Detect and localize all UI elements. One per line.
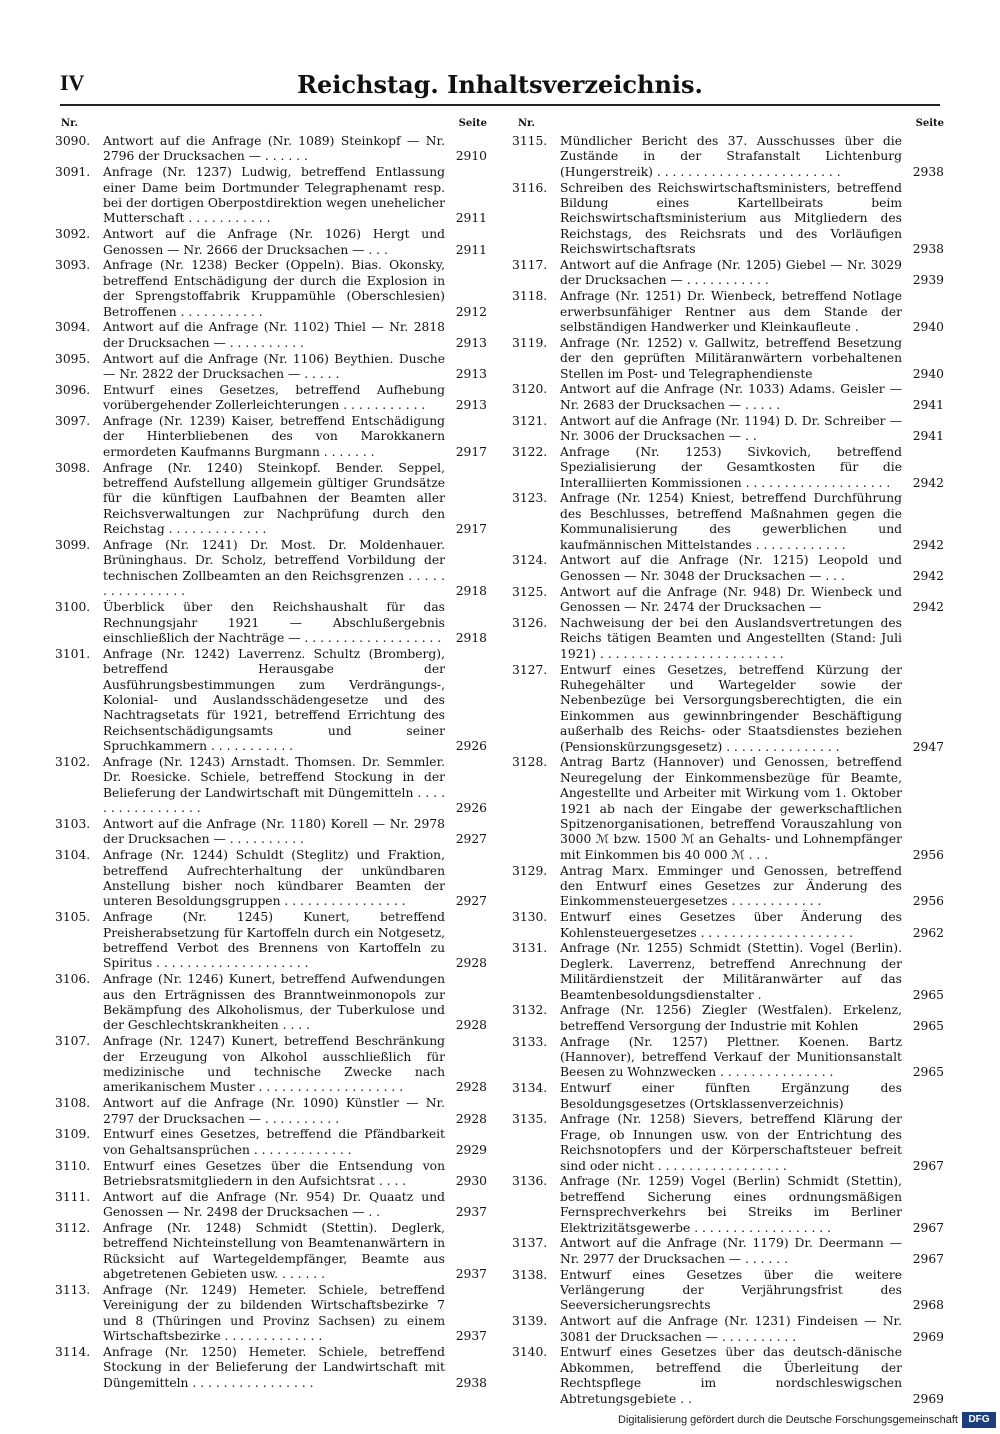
entry-number: 3137. (512, 1236, 548, 1251)
entry-number: 3099. (55, 538, 91, 553)
entry-text: Anfrage (Nr. 1248) Schmidt (Stettin). Deglerk, betreffend Nichteinstellung von Beamtenanwärtern in Rücksicht auf Wartegeldempfänger, Beamte aus abgetretenen Gebieten usw. . . . . . . (103, 1221, 445, 1282)
entry-page: 2941 (912, 397, 944, 412)
entry-number: 3113. (55, 1283, 91, 1298)
entry-text: Antrag Marx. Emminger und Genossen, betreffend den Entwurf eines Gesetzes zur Änderung des Einkommensteuergesetzes . . . . . . . . . . . . (560, 863, 902, 909)
entry-page: 2928 (455, 956, 487, 971)
entry-number: 3125. (512, 584, 548, 599)
entry-page: 2940 (912, 366, 944, 381)
entry-text: Antwort auf die Anfrage (Nr. 954) Dr. Quaatz und Genossen — Nr. 2498 der Drucksachen — . . (103, 1189, 445, 1220)
toc-entry (512, 134, 944, 180)
entry-text: Anfrage (Nr. 1246) Kunert, betreffend Aufwendungen aus den Erträgnissen des Branntweinmonopols zur Bekämpfung des Alkoholismus, der Tuberkulose und der Geschlechtskrankheiten . . . . (103, 972, 445, 1033)
entry-text: Antwort auf die Anfrage (Nr. 1089) Steinkopf — Nr. 2796 der Drucksachen — . . . . . . (103, 134, 445, 164)
entry-page: 2910 (455, 149, 487, 164)
entry-text: Entwurf einer fünften Ergänzung des Besoldungsgesetzes (Ortsklassenverzeichnis) (560, 1081, 902, 1111)
toc-entry (55, 848, 487, 910)
toc-entry (512, 1081, 944, 1112)
entry-text: Entwurf eines Gesetzes über die weitere Verlängerung der Verjährungsfrist des Seeversicherungsrechts (560, 1267, 902, 1313)
toc-entry (55, 647, 487, 755)
entry-page: 2913 (455, 335, 487, 350)
entry-page: 2913 (455, 398, 487, 413)
toc-entry (512, 181, 944, 258)
entry-number: 3094. (55, 320, 91, 335)
page-column-label: Seite (458, 118, 487, 129)
entry-page: 2967 (912, 1251, 944, 1266)
toc-entry (55, 320, 487, 351)
entry-page: 2938 (455, 1375, 487, 1390)
entry-number: 3092. (55, 227, 91, 242)
entry-text: Anfrage (Nr. 1242) Laverrenz. Schultz (Bromberg), betreffend Herausgabe der Ausführungsbestimmungen zum Verdrängungs-, Kolonial- und Auslandsschädengesetze und des Nachtragsetats für 1921, betreffend Errichtung des Reichsentschädigungsamts und seiner Spruchkammern . . . . . . . . . . . (103, 646, 445, 754)
toc-entry (512, 864, 944, 910)
entry-page: 2941 (912, 429, 944, 444)
entry-number: 3140. (512, 1345, 548, 1360)
entry-text: Anfrage (Nr. 1240) Steinkopf. Bender. Seppel, betreffend Aufstellung allgemein gültiger Grundsätze für die künftigen Laufbahnen der Beamten aller Reichsverwaltungen zur Nachprüfung durch den Reichstag . . . . . . . . . . . . . (103, 460, 445, 537)
entry-number: 3107. (55, 1034, 91, 1049)
entry-page: 2917 (455, 522, 487, 537)
entry-number: 3103. (55, 816, 91, 831)
entry-text: Antwort auf die Anfrage (Nr. 1231) Findeisen — Nr. 3081 der Drucksachen — . . . . . . . . . . (560, 1314, 902, 1344)
entry-number: 3120. (512, 382, 548, 397)
entry-number: 3131. (512, 941, 548, 956)
toc-entry (512, 414, 944, 445)
entry-number: 3132. (512, 1003, 548, 1018)
entry-number: 3118. (512, 289, 548, 304)
entry-page: 2918 (455, 630, 487, 645)
toc-entry (55, 461, 487, 538)
entry-number: 3121. (512, 413, 548, 428)
entry-number: 3115. (512, 134, 548, 148)
entry-number: 3098. (55, 460, 91, 475)
toc-entry (512, 1112, 944, 1174)
entry-number: 3128. (512, 755, 548, 770)
entry-number: 3112. (55, 1221, 91, 1236)
entry-page: 2917 (455, 444, 487, 459)
entry-text: Antwort auf die Anfrage (Nr. 948) Dr. Wienbeck und Genossen — Nr. 2474 der Drucksachen — (560, 584, 902, 615)
toc-entry (55, 1221, 487, 1283)
entry-number: 3093. (55, 258, 91, 273)
toc-entry (512, 1003, 944, 1034)
toc-entry (55, 352, 487, 383)
toc-entry (512, 553, 944, 584)
entry-text: Anfrage (Nr. 1245) Kunert, betreffend Preisherabsetzung für Kartoffeln durch ein Notgesetz, betreffend Verbot des Brennens von Kartoffeln zu Spiritus . . . . . . . . . . . . . . . . . . . . (103, 910, 445, 971)
entry-page: 2965 (912, 987, 944, 1002)
entry-number: 3117. (512, 258, 548, 273)
entry-page: 2956 (912, 894, 944, 909)
entry-page: 2937 (455, 1267, 487, 1282)
toc-entry (55, 538, 487, 600)
toc-entry (512, 585, 944, 616)
entry-number: 3100. (55, 600, 91, 615)
entry-page: 2965 (912, 1065, 944, 1080)
toc-entry (512, 336, 944, 382)
entry-text: Antwort auf die Anfrage (Nr. 1215) Leopold und Genossen — Nr. 3048 der Drucksachen — . . . (560, 553, 902, 583)
toc-entry (55, 817, 487, 848)
toc-entry (55, 165, 487, 227)
entry-list (55, 134, 487, 1391)
entry-page: 2967 (912, 1220, 944, 1235)
toc-entry (55, 755, 487, 817)
toc-entry (512, 258, 944, 289)
toc-entry (55, 1159, 487, 1190)
entry-text: Anfrage (Nr. 1254) Kniest, betreffend Durchführung des Beschlusses, betreffend Maßnahmen gegen die Kommunalisierung des gewerblichen und kaufmännischen Mittelstandes . . . . . . . . . . . . (560, 491, 902, 552)
entry-page: 2913 (455, 367, 487, 382)
toc-entry (512, 1035, 944, 1081)
entry-text: Entwurf eines Gesetzes über die Entsendung von Betriebsratsmitgliedern in den Aufsichtsrat . . . . (103, 1158, 445, 1189)
entry-text: Anfrage (Nr. 1251) Dr. Wienbeck, betreffend Notlage erwerbsunfähiger Rentner aus dem Stande der selbständigen Handwerker und Kleinkaufleute . (560, 289, 902, 335)
entry-number: 3119. (512, 335, 548, 350)
entry-text: Entwurf eines Gesetzes über das deutsch-dänische Abkommen, betreffend die Überleitung der Rechtspflege im nordschleswigschen Abtretungsgebiete . . (560, 1345, 902, 1406)
entry-text: Entwurf eines Gesetzes über Änderung des Kohlensteuergesetzes . . . . . . . . . . . . . . . . . . . . (560, 910, 902, 940)
entry-text: Entwurf eines Gesetzes, betreffend Aufhebung vorübergehender Zollerleichterungen . . . . . . . . . . . (103, 382, 445, 413)
toc-entry (512, 755, 944, 863)
page-number: IV (60, 70, 85, 95)
entry-number: 3095. (55, 351, 91, 366)
entry-text: Antwort auf die Anfrage (Nr. 1026) Hergt und Genossen — Nr. 2666 der Drucksachen — . . . (103, 227, 445, 257)
toc-entry (512, 941, 944, 1003)
entry-number: 3106. (55, 972, 91, 987)
toc-entry (55, 1127, 487, 1158)
entry-page: 2940 (912, 320, 944, 335)
entry-number: 3091. (55, 165, 91, 180)
entry-number: 3130. (512, 910, 548, 925)
page-column-label: Seite (915, 118, 944, 129)
entry-page: 2942 (912, 568, 944, 583)
entry-number: 3111. (55, 1189, 91, 1204)
entry-number: 3122. (512, 444, 548, 459)
toc-entry (512, 1268, 944, 1314)
entry-text: Anfrage (Nr. 1247) Kunert, betreffend Beschränkung der Erzeugung von Alkohol ausschließlich für medizinische und technische Zwecke nach amerikanischem Muster . . . . . . . . . . . . . . . . . . . (103, 1034, 445, 1095)
entry-number: 3138. (512, 1267, 548, 1282)
entry-text: Entwurf eines Gesetzes, betreffend die Pfändbarkeit von Gehaltsansprüchen . . . . . . . . . . . . . (103, 1127, 445, 1157)
entry-text: Anfrage (Nr. 1243) Arnstadt. Thomsen. Dr. Semmler. Dr. Roesicke. Schiele, betreffend Stockung in der Belieferung der Landwirtschaft mit Düngemitteln . . . . . . . . . . . . . . . . . (103, 754, 445, 816)
left-column (55, 118, 487, 1390)
toc-entry (55, 383, 487, 414)
entry-number: 3090. (55, 134, 91, 148)
entry-text: Schreiben des Reichswirtschaftsministers, betreffend Bildung eines Kartellbeirats beim Reichswirtschaftsministerium aus Mitgliedern des Reichstags, des Reichsrats und des Vorläufigen Reichswirtschaftsrats (560, 180, 902, 257)
page-header (60, 70, 940, 106)
entry-number: 3097. (55, 414, 91, 429)
entry-text: Nachweisung der bei den Auslandsvertretungen des Reichs tätigen Beamten und Angestellten (Stand: Juli 1921) . . . . . . . . . . . . . . . . . . . . . . . . (560, 615, 902, 661)
entry-number: 3133. (512, 1034, 548, 1049)
toc-entry (55, 972, 487, 1034)
running-title: Reichstag. Inhaltsverzeichnis. (297, 70, 703, 99)
entry-number: 3114. (55, 1345, 91, 1360)
entry-page: 2947 (912, 739, 944, 754)
toc-entry (512, 289, 944, 335)
toc-entry (512, 1345, 944, 1407)
entry-text: Anfrage (Nr. 1252) v. Gallwitz, betreffend Besetzung der den geprüften Militäranwärtern vorbehaltenen Stellen im Post- und Telegraphendienste (560, 335, 902, 381)
entry-list (512, 134, 944, 1407)
header-rule (60, 104, 940, 106)
footer-credit: Digitalisierung gefördert durch die Deutsche Forschungsgemeinschaft (618, 1414, 958, 1426)
toc-entry (55, 414, 487, 460)
entry-text: Überblick über den Reichshaushalt für das Rechnungsjahr 1921 — Abschlußergebnis einschließlich der Nachträge — . . . . . . . . . . . . . . . . . . (103, 600, 445, 645)
entry-text: Antwort auf die Anfrage (Nr. 1090) Künstler — Nr. 2797 der Drucksachen — . . . . . . . . . . (103, 1096, 445, 1126)
toc-entry (55, 910, 487, 972)
entry-text: Anfrage (Nr. 1241) Dr. Most. Dr. Moldenhauer. Brüninghaus. Dr. Scholz, betreffend Vorbildung der technischen Zollbeamten an den Reichsgrenzen . . . . . . . . . . . . . . . . (103, 538, 445, 599)
toc-entry (512, 491, 944, 553)
toc-entry (512, 616, 944, 662)
entry-page: 2965 (912, 1018, 944, 1033)
entry-page: 2911 (455, 211, 487, 226)
entry-number: 3124. (512, 553, 548, 568)
entry-number: 3105. (55, 910, 91, 925)
entry-page: 2912 (455, 304, 487, 319)
entry-number: 3116. (512, 180, 548, 195)
toc-entry (55, 134, 487, 165)
entry-text: Anfrage (Nr. 1253) Sivkovich, betreffend Spezialisierung der Gesamtkosten für die Interalliierten Kommissionen . . . . . . . . . . . . . . . . . . . (560, 444, 902, 490)
toc-entry (55, 1034, 487, 1096)
entry-number: 3101. (55, 646, 91, 661)
entry-text: Antwort auf die Anfrage (Nr. 1179) Dr. Deermann — Nr. 2977 der Drucksachen — . . . . . . (560, 1236, 902, 1266)
entry-number: 3135. (512, 1112, 548, 1127)
entry-text: Antwort auf die Anfrage (Nr. 1180) Korell — Nr. 2978 der Drucksachen — . . . . . . . . . . (103, 816, 445, 847)
digitization-footer (560, 1412, 1000, 1430)
dfg-logo: DFG (962, 1412, 996, 1428)
column-header (55, 118, 487, 134)
entry-page: 2967 (912, 1158, 944, 1173)
entry-text: Antwort auf die Anfrage (Nr. 1106) Beythien. Dusche — Nr. 2822 der Drucksachen — . . . . . (103, 351, 445, 382)
entry-number: 3102. (55, 754, 91, 769)
toc-entry (512, 663, 944, 755)
entry-number: 3123. (512, 491, 548, 506)
toc-entry (55, 1283, 487, 1345)
toc-entry (55, 227, 487, 258)
toc-entry (512, 910, 944, 941)
entry-page: 2928 (455, 1080, 487, 1095)
entry-number: 3110. (55, 1158, 91, 1173)
entry-text: Anfrage (Nr. 1259) Vogel (Berlin) Schmidt (Stettin), betreffend Sicherung eines ordnungsmäßigen Fernsprechverkehrs bei Streiks im Berliner Elektrizitätsgewerbe . . . . . . . . . . . . . . . . . . (560, 1174, 902, 1235)
toc-entry (512, 1174, 944, 1236)
toc-entry (55, 1096, 487, 1127)
entry-page: 2938 (912, 164, 944, 179)
entry-page: 2956 (912, 847, 944, 862)
toc-entry (512, 1236, 944, 1267)
entry-text: Mündlicher Bericht des 37. Ausschusses über die Zustände in der Strafanstalt Lichtenburg (Hungerstreik) . . . . . . . . . . . . . . . . . . . . . . . . (560, 134, 902, 179)
column-header (512, 118, 944, 134)
entry-page: 2928 (455, 1111, 487, 1126)
entry-page: 2942 (912, 600, 944, 615)
toc-entry (512, 382, 944, 413)
entry-page: 2942 (912, 537, 944, 552)
entry-page: 2939 (912, 273, 944, 288)
entry-page: 2962 (912, 925, 944, 940)
entry-text: Anfrage (Nr. 1249) Hemeter. Schiele, betreffend Vereinigung der zu bildenden Wirtschaftsbezirke 7 und 8 (Thüringen und Provinz Sachsen) zu einem Wirtschaftsbezirke . . . . . . . . . . . . . (103, 1283, 445, 1344)
toc-entry (512, 445, 944, 491)
toc-entry (55, 600, 487, 646)
entry-page: 2942 (912, 475, 944, 490)
entry-page: 2926 (455, 801, 487, 816)
nr-column-label: Nr. (518, 118, 535, 129)
toc-entry (55, 1190, 487, 1221)
entry-page: 2927 (455, 832, 487, 847)
entry-page: 2918 (455, 584, 487, 599)
entry-page: 2937 (455, 1329, 487, 1344)
entry-text: Anfrage (Nr. 1237) Ludwig, betreffend Entlassung einer Dame beim Dortmunder Telegraphenamt resp. bei der dortigen Oberpostdirektion wegen unehelicher Mutterschaft . . . . . . . . . . . (103, 165, 446, 226)
nr-column-label: Nr. (61, 118, 78, 129)
entry-text: Antwort auf die Anfrage (Nr. 1102) Thiel — Nr. 2818 der Drucksachen — . . . . . . . . . . (103, 320, 445, 350)
entry-page: 2928 (455, 1018, 487, 1033)
entry-text: Antwort auf die Anfrage (Nr. 1205) Giebel — Nr. 3029 der Drucksachen — . . . . . . . . . . . (560, 258, 902, 288)
toc-entry (55, 1345, 487, 1391)
entry-text: Anfrage (Nr. 1239) Kaiser, betreffend Entschädigung der Hinterbliebenen des von Marokkanern ermordeten Kaufmanns Burgmann . . . . . . . (103, 414, 445, 459)
entry-number: 3109. (55, 1127, 91, 1142)
entry-text: Anfrage (Nr. 1244) Schuldt (Steglitz) und Fraktion, betreffend Aufrechterhaltung der unkündbaren Anstellung bisher noch kündbarer Beamten der unteren Besoldungsgruppen . . . . . . . . . . . . . . . . (103, 848, 445, 909)
toc-entry (512, 1314, 944, 1345)
entry-page: 2911 (455, 242, 487, 257)
entry-page: 2969 (912, 1391, 944, 1406)
entry-text: Antwort auf die Anfrage (Nr. 1194) D. Dr. Schreiber — Nr. 3006 der Drucksachen — . . (560, 413, 902, 444)
entry-page: 2930 (455, 1174, 487, 1189)
entry-text: Entwurf eines Gesetzes, betreffend Kürzung der Ruhegehälter und Wartegelder sowie der Nebenbezüge bei Versorgungsberechtigten, die ein Einkommen aus gewinnbringender Beschäftigung außerhalb des Reichs- oder Staatsdienstes beziehen (Pensionskürzungsgesetz) . . . . . . . . . . . . . . . (560, 662, 902, 754)
entry-page: 2938 (912, 242, 944, 257)
entry-number: 3139. (512, 1314, 548, 1329)
entry-text: Anfrage (Nr. 1257) Plettner. Koenen. Bartz (Hannover), betreffend Verkauf der Munitionsanstalt Beesen zu Wohnzwecken . . . . . . . . . . . . . . . (560, 1034, 902, 1080)
entry-text: Anfrage (Nr. 1258) Sievers, betreffend Klärung der Frage, ob Innungen usw. von der Entrichtung des Reichsnotopfers und der Körperschaftsteuer befreit sind oder nicht . . . . . . . . . . . . . . . . . (560, 1112, 902, 1173)
entry-text: Anfrage (Nr. 1255) Schmidt (Stettin). Vogel (Berlin). Deglerk. Laverrenz, betreffend Anrechnung der Militärdienstzeit der Militäranwärter auf das Beamtenbesoldungsdienstalter . (560, 941, 902, 1002)
entry-number: 3136. (512, 1174, 548, 1189)
entry-number: 3096. (55, 382, 91, 397)
entry-number: 3126. (512, 615, 548, 630)
entry-text: Antwort auf die Anfrage (Nr. 1033) Adams. Geisler — Nr. 2683 der Drucksachen — . . . . . (560, 382, 902, 412)
entry-number: 3104. (55, 848, 91, 863)
entry-text: Anfrage (Nr. 1238) Becker (Oppeln). Bias. Okonsky, betreffend Entschädigung der durch die Explosion in der Sprengstoffabrik Kruppamühle (Oberschlesien) Betroffenen . . . . . . . . . . . (103, 258, 445, 319)
entry-number: 3108. (55, 1096, 91, 1111)
entry-text: Anfrage (Nr. 1250) Hemeter. Schiele, betreffend Stockung in der Belieferung der Landwirtschaft mit Düngemitteln . . . . . . . . . . . . . . . . (103, 1345, 445, 1390)
entry-number: 3127. (512, 662, 548, 677)
entry-page: 2937 (455, 1205, 487, 1220)
entry-page: 2927 (455, 894, 487, 909)
entry-number: 3134. (512, 1081, 548, 1096)
entry-text: Antrag Bartz (Hannover) und Genossen, betreffend Neuregelung der Einkommensbezüge für Beamte, Angestellte und Arbeiter mit Wirkung vom 1. Oktober 1921 ab nach der Eingabe der gewerkschaftlichen Spitzenorganisationen, betreffend Vorauszahlung von 3000 ℳ bzw. 1500 ℳ an Gehalts- und Lohnempfänger mit Einkommen bis 40 000 ℳ . . . (560, 755, 902, 862)
entry-page: 2968 (912, 1298, 944, 1313)
entry-number: 3129. (512, 863, 548, 878)
right-column (512, 118, 944, 1406)
entry-text: Anfrage (Nr. 1256) Ziegler (Westfalen). Erkelenz, betreffend Versorgung der Industrie mit Kohlen (560, 1003, 902, 1033)
entry-page: 2926 (455, 739, 487, 754)
entry-page: 2929 (455, 1142, 487, 1157)
toc-entry (55, 258, 487, 320)
entry-page: 2969 (912, 1329, 944, 1344)
